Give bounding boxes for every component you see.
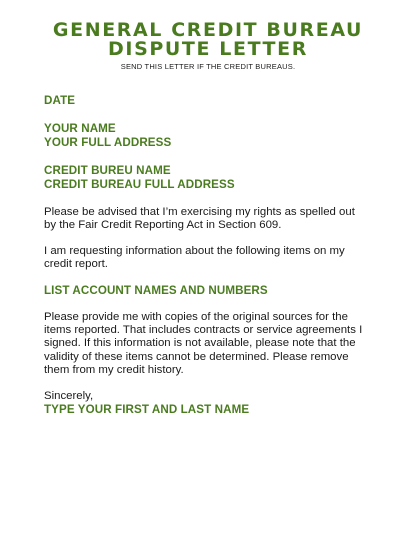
paragraph-sources-line-5: them from my credit history. — [44, 364, 184, 377]
paragraph-sources — [44, 311, 384, 378]
subtitle: SEND THIS LETTER IF THE CREDIT BUREAUS. — [120, 62, 296, 71]
paragraph-request — [44, 245, 384, 272]
letter-body — [44, 94, 384, 417]
title-line-1: GENERAL CREDIT BUREAU — [52, 19, 364, 41]
accounts-placeholder: LIST ACCOUNT NAMES AND NUMBERS — [44, 283, 268, 297]
your-address-field: YOUR FULL ADDRESS — [44, 136, 172, 149]
paragraph-rights-line-1: Please be advised that I’m exercising my rights as spelled out — [44, 206, 355, 218]
paragraph-rights-line-2: by the Fair Credit Reporting Act in Section 609. — [44, 219, 282, 232]
paragraph-sources-line-3: signed. If this information is not available, please note that the — [44, 337, 356, 350]
paragraph-rights — [44, 206, 384, 233]
paragraph-request-line-2: credit report. — [44, 258, 108, 271]
your-name-field: YOUR NAME — [44, 122, 116, 135]
paragraph-request-line-1: I am requesting information about the following items on my — [44, 244, 345, 257]
title-line-2: DISPUTE LETTER — [108, 38, 308, 60]
signature-placeholder: TYPE YOUR FIRST AND LAST NAME — [44, 403, 250, 417]
closing: Sincerely, — [44, 389, 94, 402]
paragraph-sources-line-1: Please provide me with copies of the original sources for the — [44, 310, 348, 323]
paragraph-sources-line-2: items reported. That includes contracts or service agreements I — [44, 324, 363, 337]
paragraph-sources-line-4: validity of these items cannot be determined. Please remove — [44, 350, 349, 363]
bureau-name-field: CREDIT BUREU NAME — [44, 164, 171, 177]
date-field: DATE — [44, 94, 76, 107]
bureau-address-field: CREDIT BUREAU FULL ADDRESS — [44, 178, 235, 191]
